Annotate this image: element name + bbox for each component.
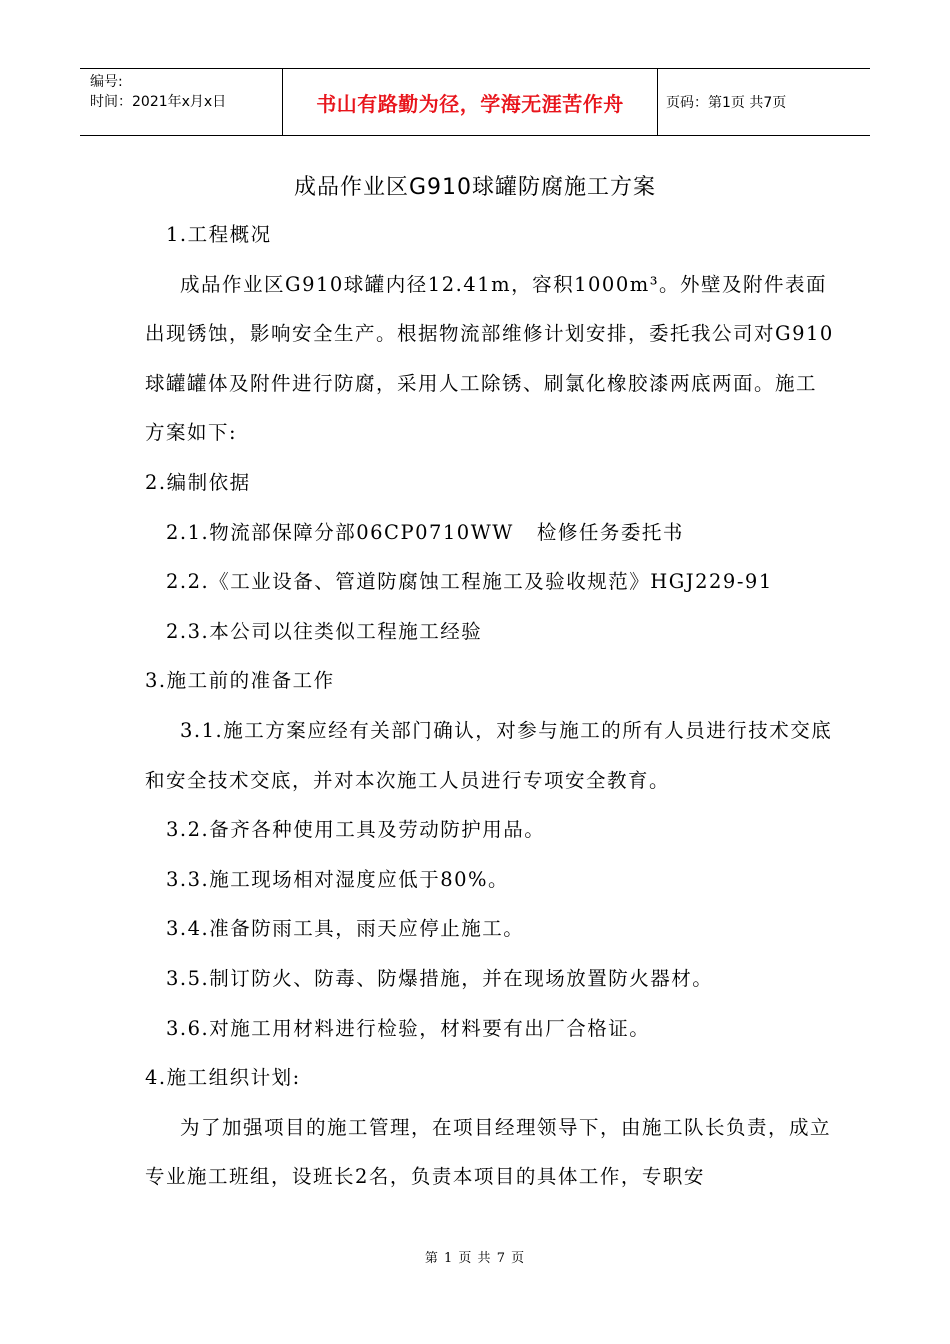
section-heading: 4.施工组织计划: (145, 1066, 301, 1090)
document-body (145, 210, 835, 1202)
list-item: 3.2.备齐各种使用工具及劳动防护用品。 (166, 818, 546, 842)
header-meta (80, 69, 282, 135)
list-item: 2.1.物流部保障分部06CP0710WW 检修任务委托书 (166, 520, 684, 544)
list-item: 3.5.制订防火、防毒、防爆措施，并在现场放置防火器材。 (166, 966, 714, 990)
header-table (80, 68, 870, 136)
list-item: 3.1.施工方案应经有关部门确认，对参与施工的所有人员进行技术交底和安全技术交底，并对本次施工人员进行专项安全教育。 (145, 718, 833, 792)
document-title: 成品作业区G910球罐防腐施工方案 (293, 175, 657, 200)
page-footer: 第 1 页 共 7 页 (424, 1251, 526, 1266)
section-heading: 3.施工前的准备工作 (145, 669, 335, 693)
header-motto: 书山有路勤为径，学海无涯苦作舟 (282, 69, 658, 135)
list-item: 2.2.《工业设备、管道防腐蚀工程施工及验收规范》HGJ229-91 (166, 570, 773, 594)
list-item: 3.6.对施工用材料进行检验，材料要有出厂合格证。 (166, 1016, 651, 1040)
list-item: 3.3.施工现场相对湿度应低于80%。 (166, 867, 510, 891)
section-heading: 1.工程概况 (166, 223, 272, 246)
header-page-info: 页码：第1页 共7页 (666, 95, 787, 111)
paragraph: 成品作业区G910球罐内径12.41m，容积1000m³。外壁及附件表面出现锈蚀，影响安全生产。根据物流部维修计划安排，委托我公司对G910球罐罐体及附件进行防腐，采用人工除锈、刷氯化橡胶漆两底两面。施工方案如下: (145, 272, 834, 445)
section-heading: 2.编制依据 (145, 470, 251, 494)
document-date: 时间：2021年x月x日 (90, 94, 227, 110)
list-item: 2.3.本公司以往类似工程施工经验 (166, 619, 483, 643)
list-item: 3.4.准备防雨工具，雨天应停止施工。 (166, 917, 525, 941)
paragraph: 为了加强项目的施工管理，在项目经理领导下，由施工队长负责，成立专业施工班组，设班长2名，负责本项目的具体工作，专职安 (145, 1115, 832, 1189)
document-number-label: 编号: (90, 74, 123, 90)
